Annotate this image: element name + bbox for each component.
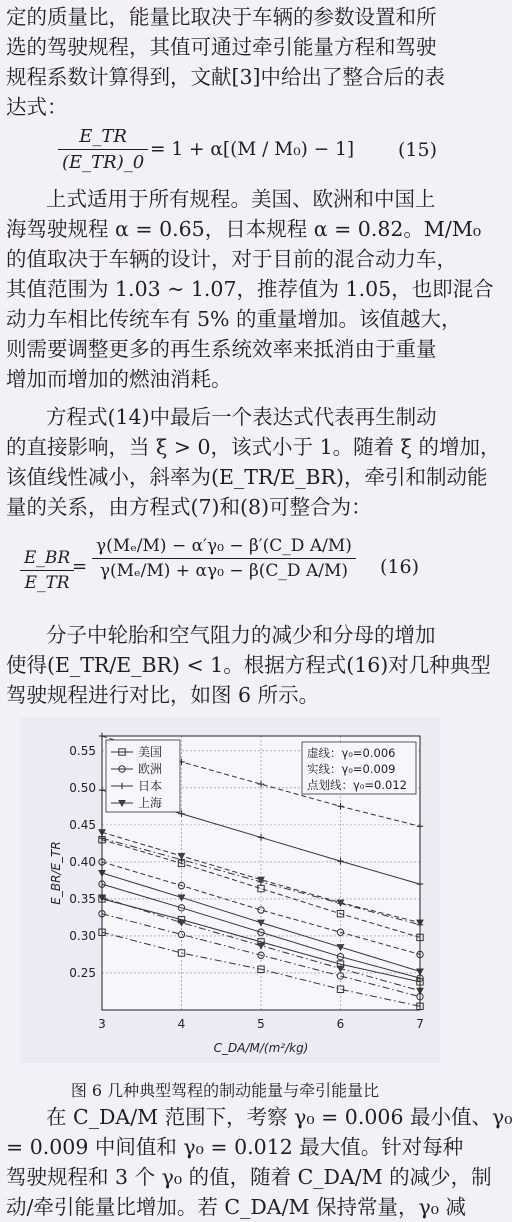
eq15-number: (15) [398,139,438,161]
eq16-lhs-numerator: E_BR [20,548,74,571]
eq16-numerator: γ(Mₑ/M) − α′γ₀ − β′(C_D A/M) [92,536,356,559]
text-line: 的直接影响，当 ξ > 0，该式小于 1。随着 ξ 的增加， [6,435,501,459]
legend-label: 点划线：γ₀=0.012 [307,778,407,792]
x-tick-label: 4 [177,1017,186,1031]
x-axis-label: C_DA/M/(m²/kg) [213,1041,309,1055]
y-tick-label: 0.55 [69,743,96,758]
legend-label: 上海 [138,796,163,810]
eq15-lhs-denominator: (E_TR)_0 [62,152,145,173]
text-line: 达式： [6,95,68,119]
y-tick-label: 0.45 [69,817,96,832]
x-tick-label: 3 [98,1017,106,1031]
text-line: = 0.009 中间值和 γ₀ = 0.012 最大值。针对每种 [6,1135,464,1159]
legend-label: 欧洲 [138,762,163,776]
y-tick-label: 0.35 [69,891,96,906]
eq15-rhs: = 1 + α[(M / M₀) − 1] [150,139,355,160]
text-line: 该值线性减小，斜率为(E_TR/E_BR)，牵引和制动能 [6,465,488,489]
chart-legend [106,740,180,812]
x-tick-label: 7 [416,1017,424,1031]
y-tick-label: 0.40 [69,854,96,869]
equation-16: $\frac{E\_BR}{E\_TR}$ = $\frac{\text{γ(Mₑ/M) − α′γ₀ − β′(C\_D A/M)}}{\text{γ(Mₑ/M) + αγ₀ − β(C\_D A/M)}}$ (16) [20,530,445,610]
text-line: 动/牵引能量比增加。若 C_DA/M 保持常量，γ₀ 减 [6,1195,466,1219]
eq16-lhs-denominator: E_TR [24,573,70,593]
eq16-denominator: γ(Mₑ/M) + αγ₀ − β(C_D A/M) [99,561,349,581]
x-tick-label: 5 [257,1017,265,1031]
text-line: 在 C_DA/M 范围下，考察 γ₀ = 0.006 最小值、γ₀ [46,1105,512,1129]
x-tick-label: 6 [336,1017,345,1031]
equation-15 [58,126,448,176]
eq16-number: (16) [380,556,420,578]
y-tick-label: 0.25 [69,965,96,980]
text-line: 使得(E_TR/E_BR) < 1。根据方程式(16)对几种典型 [6,653,491,677]
text-line: 则需要调整更多的再生系统效率来抵消由于重量 [6,337,437,361]
text-line: 海驾驶规程 α = 0.65，日本规程 α = 0.82。M/M₀ [6,217,482,241]
text-line: 方程式(14)中最后一个表达式代表再生制动 [46,405,437,429]
legend-label: 美国 [138,745,163,759]
chart-legend-gamma [302,742,416,794]
text-line: 上式适用于所有规程。美国、欧洲和中国上 [46,187,436,211]
legend-label: 虚线：γ₀=0.006 [307,746,396,760]
y-tick-label: 0.50 [69,780,96,795]
legend-label: 实线：γ₀=0.009 [307,762,396,776]
figure-caption: 图 6 几种典型驾程的制动能量与牵引能量比 [70,1081,380,1100]
text-line: 驾驶规程进行对比，如图 6 所示。 [6,683,320,707]
text-line: 选的驾驶规程，其值可通过牵引能量方程和驾驶 [6,35,437,59]
legend-label: 日本 [138,779,163,793]
text-line: 增加而增加的燃油消耗。 [6,367,232,391]
y-axis-label: E_BR/E_TR [49,841,63,905]
y-tick-label: 0.30 [69,928,96,943]
eq15-lhs-numerator: E_TR [58,126,148,150]
text-line: 驾驶规程和 3 个 γ₀ 的值，随着 C_DA/M 的减少，制 [6,1165,492,1189]
figure-6-chart [20,718,440,1063]
text-line: 量的关系，由方程式(7)和(8)可整合为： [6,495,372,519]
text-line: 的值取决于车辆的设计，对于目前的混合动力车， [6,247,457,271]
text-line: 定的质量比，能量比取决于车辆的参数设置和所 [6,5,437,29]
text-line: 分子中轮胎和空气阻力的减少和分母的增加 [46,623,436,647]
text-line: 动力车相比传统车有 5% 的重量增加。该值越大， [6,307,462,331]
text-line: 其值范围为 1.03 ~ 1.07，推荐值为 1.05，也即混合 [6,277,494,301]
text-line: 规程系数计算得到，文献[3]中给出了整合后的表 [6,65,446,89]
